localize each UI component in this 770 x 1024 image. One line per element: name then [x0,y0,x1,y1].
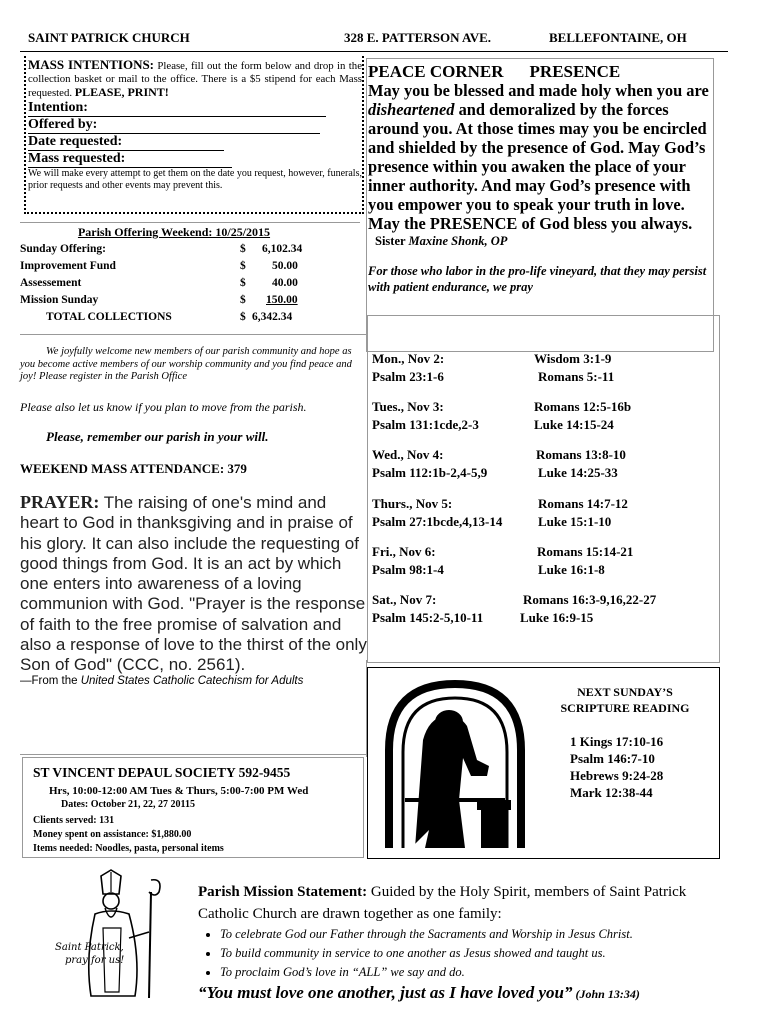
mi-label: MASS INTENTIONS: [28,57,155,72]
stpat-caption-1: Saint Patrick, [55,942,124,953]
mi-field-intention: Intention: [28,100,326,117]
mi-field-date: Date requested: [28,134,224,151]
offering-row [20,257,310,274]
church-address: 328 E. PATTERSON AVE. [344,30,492,45]
quote-text: “You must love one another, just as I have loved you” [198,983,573,1002]
reading-day-label: Thurs., Nov 5: [372,496,453,511]
peace-corner [368,62,713,295]
mission-text: Guided by the Holy Spirit, members of Saint Patrick Catholic Church are drawn together as one family: [198,884,687,922]
pc-title: PEACE CORNER [368,62,504,81]
offering-name: Mission Sunday [20,293,99,306]
praying-figure-illustration [385,680,525,848]
source-title: United States Catholic Catechism for Adults [80,675,304,687]
next-sunday-item: 1 Kings 17:10-16 [570,734,664,749]
sv-items: Items needed: Noodles, pasta, personal items [33,843,224,854]
offering-row [20,240,310,257]
reading-1: Wisdom 3:1-9 [534,351,612,366]
mi-border-left [24,56,26,214]
next-sunday-item: Hebrews 9:24-28 [570,768,664,783]
reading-psalm: Psalm 27:1bcde,4,13-14 [372,513,503,529]
mi-note: We will make every attempt to get them on the date you request, however, funerals, prior requests and other events may prevent this. [28,168,362,191]
welcome-text: We joyfully welcome new members of our parish community and hope as you become active members of our worship community and you find peace and joy! Please register in the Parish Office [20,346,352,383]
reading-day-label: Mon., Nov 2: [372,351,445,366]
church-city: BELLEFONTAINE, OH [549,30,687,45]
offering-name: Assessement [20,276,82,289]
reading-day [372,398,712,433]
left-column-rule [20,754,366,755]
catechism-source [20,675,303,687]
reading-day-label: Tues., Nov 3: [372,399,444,414]
pc-text-1: May you be blessed and made holy when you are [368,81,709,100]
offering-name: Improvement Fund [20,259,116,272]
sv-clients: Clients served: 131 [33,815,115,826]
st-vincent-depaul [33,765,308,856]
offering-rule-bottom [20,334,366,335]
next-sunday-title-1: NEXT SUNDAY’S [577,685,673,699]
offering-rule [20,222,360,223]
prayer-text: The raising of one's mind and heart to God in thanksgiving and in praise of his glory. It can also include the requesting of good things from God. It is an act by which one enters into awareness of a loving communion with God. "Prayer is the response of faith to the free promise of salvation and also a response of love to the thirst of the only Son of God" (CCC, no. 2561). [20,493,367,675]
reading-psalm: Psalm 98:1-4 [372,561,444,577]
mi-field-offered-by: Offered by: [28,117,320,134]
mass-attendance: WEEKEND MASS ATTENDANCE: 379 [20,461,247,476]
parish-mission [198,881,738,982]
offering-cur: $ [240,242,246,255]
reading-psalm: Psalm 131:1cde,2-3 [372,416,479,432]
offering-name: Sunday Offering: [20,242,106,255]
pc-emphasis: disheartened [368,100,455,119]
reading-day-label: Fri., Nov 6: [372,544,436,559]
offering-cur: $ [240,293,246,306]
parish-offering [20,225,310,325]
offering-cur: $ [240,259,246,272]
reading-day-label: Sat., Nov 7: [372,592,437,607]
quote-ref: (John 13:34) [572,987,640,1001]
stpat-caption-2: pray for us! [65,955,125,966]
church-name: SAINT PATRICK CHURCH [28,30,190,45]
offering-value: 50.00 [272,259,298,272]
reading-2: Romans 5:-11 [538,368,615,384]
mi-print: PLEASE, PRINT! [74,85,169,99]
reading-1: Romans 15:14-21 [537,544,634,559]
pc-prolife: For those who labor in the pro-life vineyard, that they may persist with patient endurance, we pray [368,264,707,294]
mission-bullet: • To build community in service to one another as Jesus showed and taught us. [220,944,738,963]
mission-label: Parish Mission Statement: [198,884,368,900]
prayer-label: PRAYER: [20,492,100,512]
mission-bullet: • To proclaim God’s love in “ALL” we say and do. [220,963,738,982]
offering-value: 150.00 [266,293,298,306]
offering-title: Parish Offering Weekend: 10/25/2015 [77,225,271,239]
sv-hours: Hrs, 10:00-12:00 AM Tues & Thurs, 5:00-7:00 PM Wed [49,785,309,797]
offering-value: 40.00 [272,276,298,289]
saint-patrick-illustration [55,868,175,1003]
mission-bullet: • To celebrate God our Father through the Sacraments and Worship in Jesus Christ. [220,925,738,944]
reading-2: Luke 16:9-15 [520,609,594,625]
offering-row [20,308,310,325]
reading-2: Luke 14:25-33 [538,464,618,480]
reading-2: Luke 16:1-8 [538,561,605,577]
next-sunday-title-2: SCRIPTURE READING [560,701,690,715]
reading-day [372,495,712,530]
reading-psalm: Psalm 145:2-5,10-11 [372,609,484,625]
pc-text-2: and demoralized by the forces around you. At those times may you be encircled and shielded by the presence of God. May God’s presence within you awaken the place of your inner authority. And may God’s presence with you empower you to speak your truth in love. May the PRESENCE of God bless you always. [368,100,707,233]
offering-row [20,291,310,308]
pc-sister-prefix: Sister [375,234,409,248]
prayer-section [20,492,367,676]
next-sunday-readings [570,733,663,801]
reading-1: Romans 16:3-9,16,22-27 [523,592,657,607]
reading-1: Romans 12:5-16b [534,399,632,414]
reading-1: Romans 13:8-10 [536,447,626,462]
reading-day [372,543,712,578]
sv-money: Money spent on assistance: $1,880.00 [33,829,192,840]
mi-field-mass: Mass requested: [28,151,232,168]
reading-psalm: Psalm 23:1-6 [372,368,444,384]
offering-row [20,274,310,291]
reading-day [372,591,712,626]
reading-2: Luke 15:1-10 [538,513,612,529]
remember-text: Please, remember our parish in your will. [46,429,269,444]
reading-day [372,350,712,385]
offering-cur: $ [240,310,246,323]
mission-quote [198,983,640,1003]
offering-value: 6,342.34 [252,310,293,323]
pc-sister-name: Maxine Shonk, OP [408,234,508,248]
offering-name: TOTAL COLLECTIONS [46,310,172,323]
mass-intentions [28,58,362,191]
reading-day [372,446,712,481]
pc-subtitle: PRESENCE [529,62,621,81]
reading-2: Luke 14:15-24 [534,416,614,432]
sv-dates: Dates: October 21, 22, 27 20115 [61,799,195,810]
move-text: Please also let us know if you plan to move from the parish. [20,400,307,414]
mi-border-right [362,56,364,214]
next-sunday-title [540,684,710,716]
offering-cur: $ [240,276,246,289]
mi-border-bottom [24,212,364,214]
header-rule [20,51,728,52]
next-sunday-item: Psalm 146:7-10 [570,751,655,766]
next-sunday-item: Mark 12:38-44 [570,785,653,800]
sv-title: ST VINCENT DEPAUL SOCIETY 592-9455 [33,765,291,780]
reading-psalm: Psalm 112:1b-2,4-5,9 [372,464,488,480]
reading-day-label: Wed., Nov 4: [372,447,444,462]
mi-text: Please, fill out the form below and drop in the collection basket or mail to the office. There is a $5 stipend for each Mass requested. [28,60,362,99]
reading-1: Romans 14:7-12 [538,496,628,511]
source-prefix: —From the [20,675,81,687]
offering-value: 6,102.34 [262,242,303,255]
